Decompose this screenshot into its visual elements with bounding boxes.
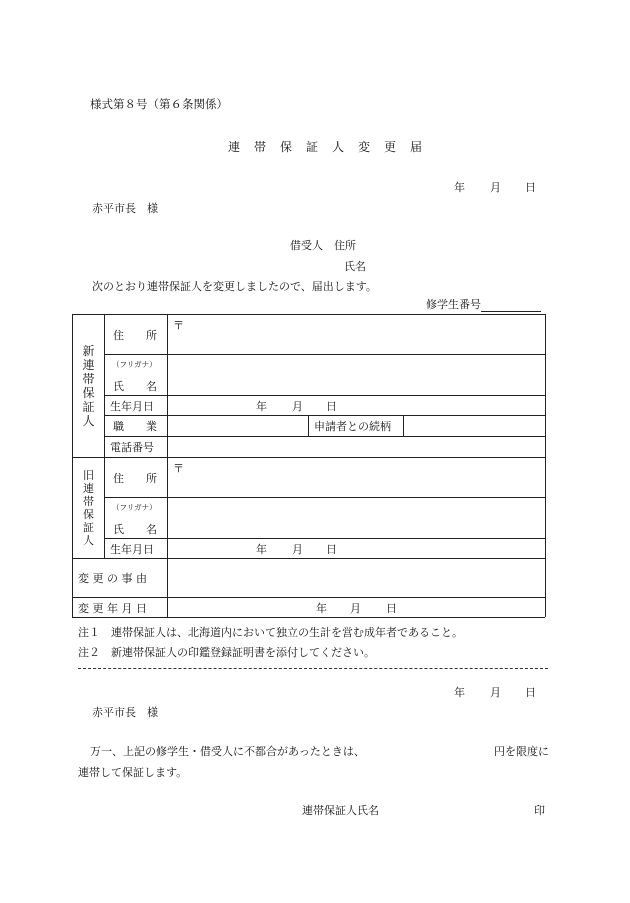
group-char: 連: [82, 358, 95, 372]
change-date-year: 年: [316, 601, 327, 615]
new-relation-label: 申請者との続柄: [314, 420, 391, 433]
new-occupation-label: 職 業: [113, 420, 157, 433]
change-date-label: 変 更 年 月 日: [78, 601, 147, 615]
group-char: 証: [83, 521, 94, 534]
old-furigana-label: （フリガナ）: [112, 503, 157, 512]
new-birth-month: 月: [292, 399, 303, 413]
old-postal-mark: 〒: [173, 462, 184, 475]
cut-line: [78, 668, 548, 669]
new-name-field[interactable]: [168, 355, 544, 395]
addressee: 赤平市長 様: [92, 202, 158, 215]
new-phone-label: 電話番号: [110, 441, 154, 454]
group-char: 帯: [83, 495, 94, 508]
change-reason-label: 変 更 の 事 由: [78, 572, 147, 585]
new-furigana-label: （フリガナ）: [112, 360, 157, 369]
date-month: 月: [490, 181, 501, 194]
guarantor-signature-label: 連帯保証人氏名: [302, 804, 379, 817]
change-date-day: 日: [386, 601, 397, 615]
guarantee-text-line1: 万一、上記の修学生・借受人に不都合があったときは、: [90, 745, 365, 758]
group-char: 連: [83, 482, 94, 495]
seal-mark: 印: [534, 804, 545, 817]
group-char: 旧: [83, 469, 94, 482]
new-relation-field[interactable]: [404, 416, 544, 436]
old-address-label: 住 所: [113, 471, 157, 485]
new-postal-mark: 〒: [173, 319, 184, 332]
new-birth-day: 日: [326, 399, 337, 413]
borrower-name-label: 氏名: [344, 260, 366, 273]
old-birth-year: 年: [256, 542, 267, 556]
new-birth-label: 生年月日: [110, 399, 154, 413]
change-date-month: 月: [350, 601, 361, 615]
guarantee-amount-field[interactable]: [390, 741, 490, 757]
old-address-field[interactable]: [168, 458, 544, 497]
student-number-field[interactable]: [481, 299, 541, 312]
old-birth-month: 月: [292, 542, 303, 556]
lower-addressee: 赤平市長 様: [92, 706, 158, 719]
new-guarantor-group-label: [73, 315, 104, 457]
student-number-label: [426, 296, 541, 312]
group-char: 人: [82, 414, 95, 428]
new-name-label: 氏 名: [113, 380, 157, 393]
old-name-field[interactable]: [168, 498, 544, 538]
group-char: 人: [83, 534, 94, 547]
student-number-text: 修学生番号: [426, 298, 481, 311]
new-phone-field[interactable]: [168, 437, 544, 457]
guarantee-text-tail: 円を限度に: [494, 745, 549, 758]
new-occupation-field[interactable]: [168, 416, 307, 436]
new-birth-year: 年: [256, 399, 267, 413]
lower-date-month: 月: [490, 686, 501, 699]
group-char: 保: [83, 508, 94, 521]
date-year: 年: [454, 181, 465, 194]
new-address-field[interactable]: [168, 315, 544, 354]
change-reason-field[interactable]: [168, 559, 544, 597]
guarantor-signature-field[interactable]: [385, 800, 525, 816]
new-address-label: 住 所: [113, 328, 157, 342]
intro-text: 次のとおり連帯保証人を変更しましたので、届出します。: [92, 280, 377, 293]
lower-date-year: 年: [454, 686, 465, 699]
group-char: 帯: [82, 372, 95, 386]
lower-date-day: 日: [525, 686, 536, 699]
group-char: 新: [82, 344, 95, 358]
old-birth-day: 日: [326, 542, 337, 556]
old-guarantor-group-label: [73, 458, 104, 558]
group-char: 保: [82, 386, 95, 400]
borrower-address-label: 借受人 住所: [290, 239, 356, 252]
group-char: 証: [82, 400, 95, 414]
old-name-label: 氏 名: [113, 523, 157, 536]
note-2: 注２ 新連帯保証人の印鑑登録証明書を添付してください。: [78, 646, 375, 659]
page-title: 連 帯 保 証 人 変 更 届: [228, 140, 424, 154]
date-day: 日: [525, 181, 536, 194]
old-birth-label: 生年月日: [110, 542, 154, 556]
note-1: 注１ 連帯保証人は、北海道内において独立の生計を営む成年者であること。: [78, 626, 463, 639]
guarantee-text-line2: 連帯して保証します。: [78, 766, 188, 779]
form-number: 様式第８号（第６条関係）: [90, 97, 228, 111]
